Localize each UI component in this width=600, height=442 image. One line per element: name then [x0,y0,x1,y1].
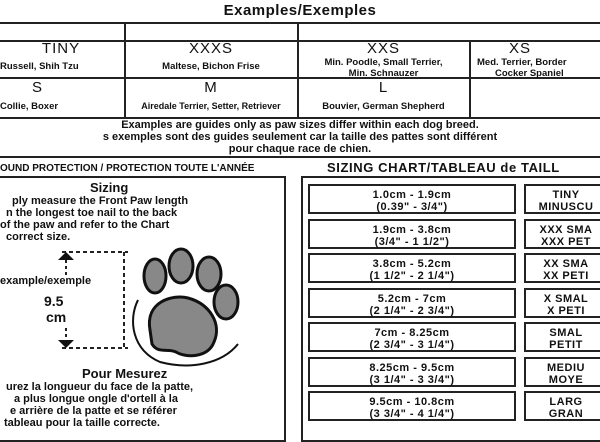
size-label-en: XX SMA [543,258,589,270]
sizing-title: Sizing [90,180,129,195]
breed-text: Bouvier, German Shepherd [322,101,445,112]
size-label-en: SMAL [549,327,583,339]
chart-size-label-cell [524,322,600,352]
arrow-up-icon [58,252,74,260]
mesurez-text-line: tableau pour la taille correcte. [4,417,160,429]
chart-size-label-cell [524,391,600,421]
arrow-down-icon [58,340,74,348]
mesurez-title: Pour Mesurez [82,366,168,381]
size-label: TINY [41,41,81,57]
size-label: S [32,80,44,96]
measurement-cm: 1.0cm - 1.9cm [372,189,452,201]
mesurez-text-line: urez la longueur du face de la patte, [6,381,194,393]
sizing-text-line: n the longest toe nail to the back [6,207,178,219]
size-example-m [126,80,296,112]
size-example-xs [471,41,600,79]
measurement-cm: 1.9cm - 3.8cm [372,224,452,236]
measurement-cm: 7cm - 8.25cm [374,327,450,339]
breed-text: Collie, Boxer [0,101,59,112]
measurement-inches: (3 3/4" - 4 1/4") [369,408,455,420]
notes-bottom-border [0,156,600,158]
page-title: Examples/Exemples [223,2,377,19]
measurement-inches: (3/4" - 1 1/2") [374,236,450,248]
chart-measurement-cell [308,253,516,283]
size-label: XXS [366,41,400,57]
measurement-inches: (2 1/4" - 2 3/4") [369,305,455,317]
sizing-chart-header: SIZING CHART/TABLEAU de TAILL [327,160,560,175]
breed-text: Maltese, Bichon Frise [162,61,260,72]
sizing-text-line: correct size. [6,231,71,243]
chart-size-label-cell [524,288,600,318]
chart-measurement-cell [308,357,516,387]
size-label-fr: XXX PET [541,236,591,248]
size-label-fr: MINUSCU [538,201,594,213]
size-label-en: TINY [552,189,580,201]
measurement-inches: (3 1/4" - 3 3/4") [369,374,455,386]
note-french-cont: pour chaque race de chien. [228,143,372,155]
size-label-en: LARG [549,396,583,408]
breed-text: Russell, Shih Tzu [0,61,79,72]
note-french: s exemples sont des guides seulement car la taille des pattes sont différent [102,131,498,143]
breed-text: Cocker Spaniel [495,68,564,79]
measure-unit: cm [46,309,67,325]
chart-measurement-cell [308,184,516,214]
measurement-cm: 5.2cm - 7cm [377,293,447,305]
mesurez-text-line: e arrière de la patte et se référer [10,405,177,417]
chart-measurement-cell [308,391,516,421]
paw-icon [133,249,238,365]
chart-measurement-cell [308,322,516,352]
size-label-fr: PETIT [549,339,583,351]
size-label: XXXS [188,41,234,57]
size-example-xxxs [126,41,296,72]
measurement-inches: (0.39" - 3/4") [376,201,448,213]
chart-size-label-cell [524,219,600,249]
left-section-header: OUND PROTECTION / PROTECTION TOUTE L'ANNÉE [0,163,255,174]
example-label: example/exemple [0,275,92,287]
size-example-s [0,80,122,112]
measurement-cm: 8.25cm - 9.5cm [369,362,455,374]
size-example-l [299,80,468,112]
chart-measurement-cell [308,288,516,318]
size-label: L [378,80,389,96]
measurement-inches: (1 1/2" - 2 1/4") [369,270,455,282]
measurement-cm: 3.8cm - 5.2cm [372,258,452,270]
measurement-cm: 9.5cm - 10.8cm [369,396,455,408]
note-english: Examples are guides only as paw sizes differ within each dog breed. [121,119,479,131]
size-label: M [204,80,218,96]
table-top-border [0,22,600,24]
breed-text: Min. Poodle, Small Terrier, [324,57,443,68]
mesurez-text-line: a plus longue ongle d'ortell à la [14,393,178,405]
breed-text: Med. Terrier, Border [477,57,567,68]
size-label-fr: X PETI [547,305,585,317]
paw-measure-diagram [0,240,286,370]
size-label-en: X SMAL [543,293,589,305]
chart-size-label-cell [524,357,600,387]
size-label: XS [509,41,532,57]
breed-text: Min. Schnauzer [348,68,419,79]
breed-text: Airedale Terrier, Setter, Retriever [141,101,281,111]
size-label-fr: GRAN [548,408,584,420]
size-example-xxs [299,41,468,79]
size-label-fr: MOYE [548,374,584,386]
measurement-inches: (2 3/4" - 3 1/4") [369,339,455,351]
size-label-en: MEDIU [547,362,585,374]
chart-measurement-cell [308,219,516,249]
measure-value: 9.5 [44,293,64,309]
size-example-tiny [0,41,122,72]
size-label-en: XXX SMA [539,224,593,236]
sizing-text-line: of the paw and refer to the Chart [0,219,170,231]
chart-size-label-cell [524,253,600,283]
chart-size-label-cell [524,184,600,214]
sizing-text-line: ply measure the Front Paw length [12,195,189,207]
size-label-fr: XX PETI [543,270,589,282]
